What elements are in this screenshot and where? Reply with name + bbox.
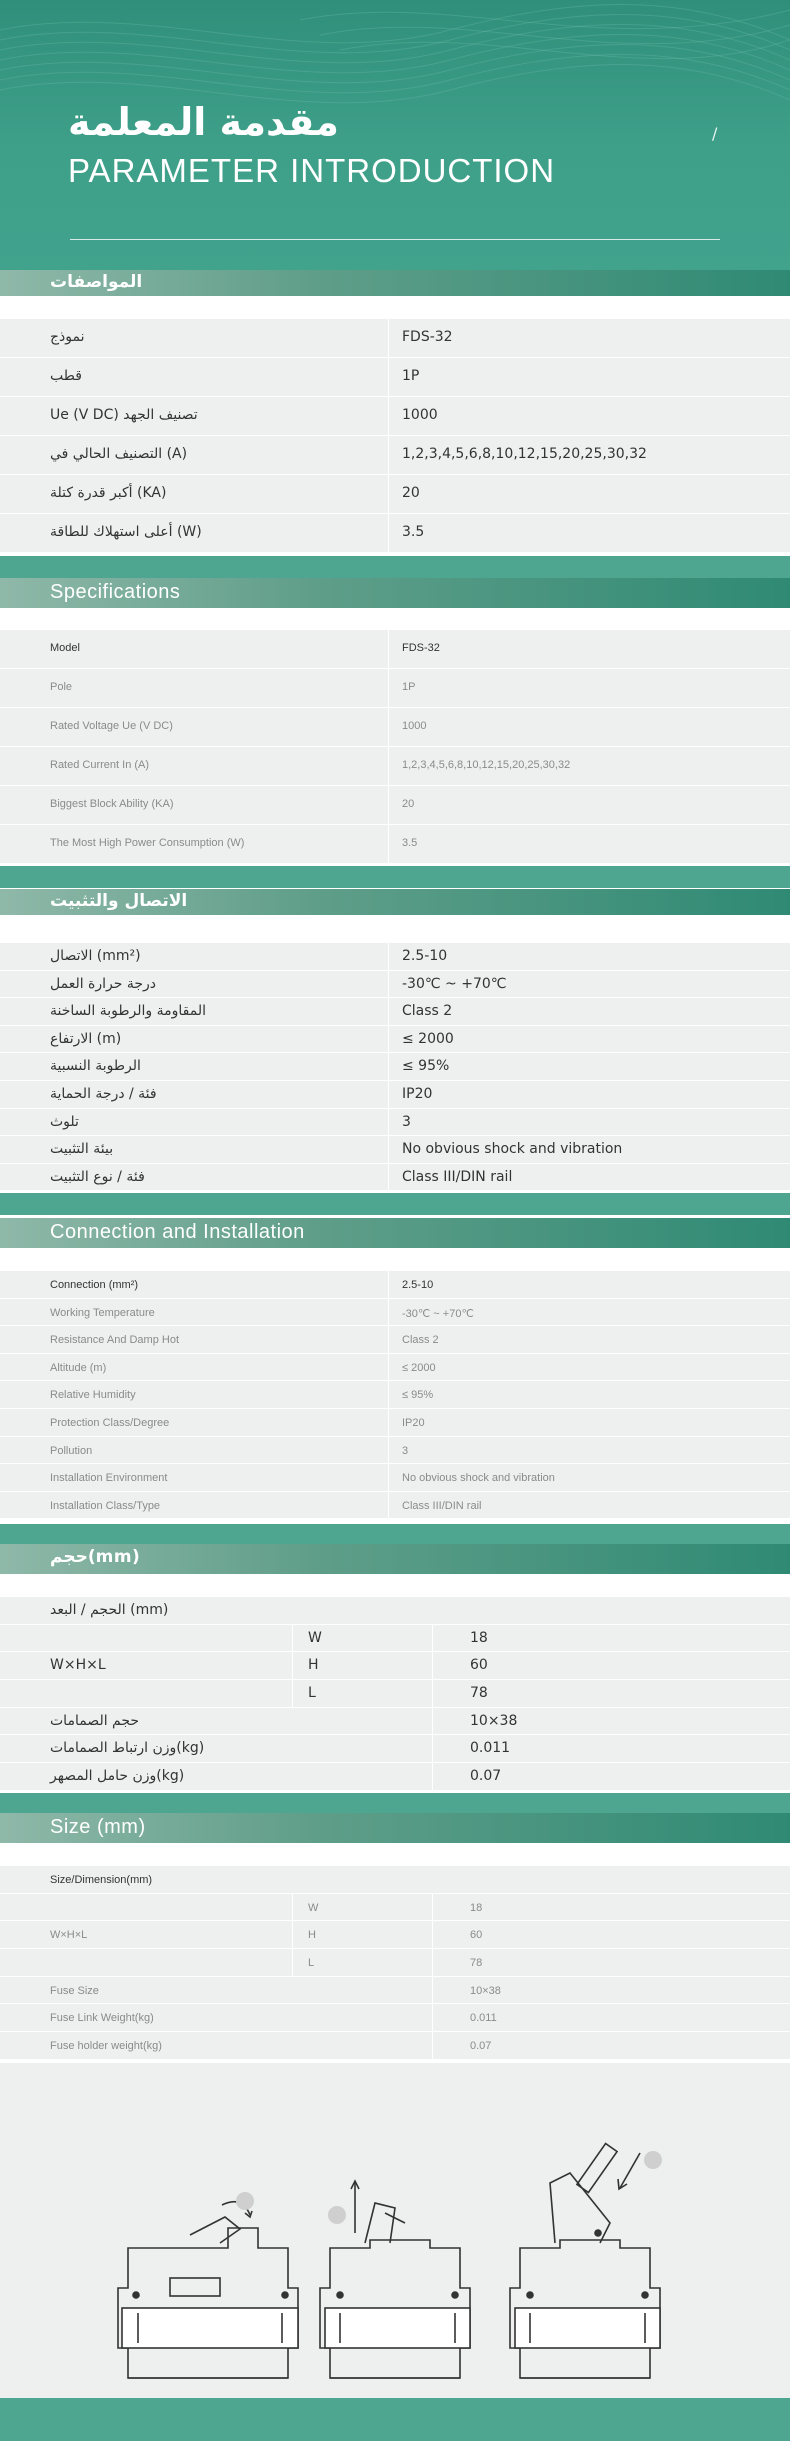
row-label: Connection (mm²) <box>50 1279 139 1291</box>
row-value: 2.5-10 <box>402 948 448 964</box>
table-row <box>0 971 790 999</box>
table-row <box>0 1437 790 1465</box>
row-label: Fuse holder weight(kg) <box>50 2040 162 2053</box>
row-value: 0.07 <box>470 1768 502 1785</box>
table-row <box>0 825 790 864</box>
section-title: الاتصال والتثبيت <box>50 891 188 911</box>
row-label: تلوث <box>50 1113 79 1130</box>
table-row <box>0 436 790 475</box>
row-label: Resistance And Damp Hot <box>50 1334 180 1347</box>
installation-diagram-panel <box>0 2063 790 2398</box>
dim-axis: L <box>308 1957 315 1970</box>
table-row <box>0 1299 790 1327</box>
row-label: Protection Class/Degree <box>50 1416 170 1429</box>
row-label: الارتفاع (m) <box>50 1030 122 1047</box>
size-header: Size/Dimension(mm) <box>50 1874 153 1886</box>
size-en-table <box>0 1866 790 2060</box>
row-value: 0.011 <box>470 2012 497 2025</box>
table-row <box>0 669 790 708</box>
size-header: الحجم / البعد (mm) <box>50 1602 169 1618</box>
table-row <box>0 1381 790 1409</box>
dim-value: 60 <box>470 1657 488 1674</box>
section-header-spec-ar <box>0 270 790 296</box>
row-value: FDS-32 <box>402 642 440 654</box>
row-value: 1,2,3,4,5,6,8,10,12,15,20,25,30,32 <box>402 759 571 771</box>
dim-value: 18 <box>470 1629 488 1646</box>
row-label: الاتصال (mm²) <box>50 948 141 964</box>
row-value: 10×38 <box>470 1984 501 1997</box>
row-value: 1000 <box>402 720 427 732</box>
fuse-holder-closed-illustration <box>118 2217 298 2378</box>
hero-banner <box>0 0 790 272</box>
table-row <box>0 1921 790 1949</box>
table-row <box>0 397 790 436</box>
row-label: Rated Voltage Ue (V DC) <box>50 720 173 732</box>
row-value: 3.5 <box>402 837 418 849</box>
row-value: 20 <box>402 798 415 810</box>
row-label: Fuse Link Weight(kg) <box>50 2012 154 2025</box>
table-row <box>0 1409 790 1437</box>
row-label: Model <box>50 642 80 654</box>
divider-band <box>0 866 790 888</box>
dim-value: 18 <box>470 1901 483 1914</box>
table-row <box>0 1026 790 1054</box>
table-row <box>0 998 790 1026</box>
row-value: Class 2 <box>402 1334 439 1347</box>
table-row <box>0 475 790 514</box>
section-header-conn-en <box>0 1218 790 1248</box>
table-row <box>0 1492 790 1520</box>
table-row <box>0 1109 790 1137</box>
row-label: درجة حرارة العمل <box>50 975 157 992</box>
row-label: نموذج <box>50 329 85 345</box>
row-label: المقاومة والرطوبة الساخنة <box>50 1003 206 1020</box>
row-value: 1P <box>402 368 420 384</box>
row-value: IP20 <box>402 1416 425 1429</box>
row-label: Working Temperature <box>50 1306 155 1319</box>
row-value: 0.07 <box>470 2040 492 2053</box>
row-value: IP20 <box>402 1085 433 1102</box>
divider-band <box>0 1193 790 1215</box>
table-row <box>0 1354 790 1382</box>
table-row <box>0 358 790 397</box>
row-label: قطب <box>50 368 82 384</box>
hero-divider <box>70 239 720 240</box>
spec-en-table <box>0 630 790 864</box>
section-title: حجم(mm) <box>50 1547 140 1567</box>
row-label: Relative Humidity <box>50 1389 136 1402</box>
row-value: 1000 <box>402 407 438 423</box>
table-row <box>0 943 790 971</box>
table-row <box>0 1949 790 1977</box>
dim-axis: W <box>308 1901 319 1914</box>
row-value: No obvious shock and vibration <box>402 1472 555 1485</box>
table-row <box>0 1735 790 1763</box>
conn-en-table <box>0 1271 790 1519</box>
table-row <box>0 1866 790 1894</box>
row-label: Pollution <box>50 1444 93 1457</box>
table-row <box>0 1464 790 1492</box>
section-header-spec-en <box>0 578 790 608</box>
section-header-size-ar <box>0 1544 790 1574</box>
divider-band <box>0 1793 790 1815</box>
row-value: Class 2 <box>402 1003 453 1020</box>
table-row <box>0 786 790 825</box>
table-row <box>0 1053 790 1081</box>
size-ar-table <box>0 1597 790 1791</box>
row-value: ≤ 2000 <box>402 1361 436 1374</box>
row-value: FDS-32 <box>402 329 453 345</box>
row-label: Pole <box>50 681 73 693</box>
hero-title-english: PARAMETER INTRODUCTION <box>68 152 556 189</box>
table-row <box>0 630 790 669</box>
table-row <box>0 708 790 747</box>
row-label: The Most High Power Consumption (W) <box>50 837 245 849</box>
table-row <box>0 1271 790 1299</box>
section-title: Specifications <box>50 581 181 603</box>
table-row <box>0 1977 790 2005</box>
hero-slash: / <box>712 124 718 143</box>
row-label: Ue (V DC) تصنيف الجهد <box>50 407 198 423</box>
section-title: المواصفات <box>50 272 143 292</box>
table-row <box>0 1326 790 1354</box>
table-row <box>0 1894 790 1922</box>
row-value: -30℃ ~ +70℃ <box>402 975 507 992</box>
hero-title-arabic: مقدمة المعلمة <box>68 100 339 144</box>
table-row <box>0 1136 790 1164</box>
row-value: ≤ 95% <box>402 1389 434 1402</box>
row-value: 3 <box>402 1113 411 1130</box>
row-label: Fuse Size <box>50 1984 99 1997</box>
row-label: التصنيف الحالي في (A) <box>50 446 188 462</box>
table-row <box>0 2004 790 2032</box>
dim-value: 78 <box>470 1957 483 1970</box>
fuse-holder-operation-diagram <box>0 2063 790 2398</box>
row-value: -30℃ ~ +70℃ <box>402 1307 474 1320</box>
row-value: Class III/DIN rail <box>402 1168 513 1185</box>
dim-axis: W <box>308 1629 322 1646</box>
row-label: فئة / درجة الحماية <box>50 1085 157 1102</box>
row-value: 2.5-10 <box>402 1279 434 1291</box>
table-row <box>0 1081 790 1109</box>
divider-band <box>0 556 790 578</box>
footer-band <box>0 2398 790 2441</box>
spec-ar-table <box>0 319 790 553</box>
conn-ar-table <box>0 943 790 1191</box>
table-row <box>0 1625 790 1653</box>
table-row <box>0 1597 790 1625</box>
dim-axis: L <box>308 1685 316 1702</box>
row-label: Altitude (m) <box>50 1361 107 1374</box>
table-row <box>0 1763 790 1791</box>
table-row <box>0 319 790 358</box>
row-label: وزن حامل المصهر(kg) <box>50 1768 185 1785</box>
row-value: 10×38 <box>470 1712 518 1729</box>
table-row <box>0 1652 790 1680</box>
row-label: أعلى استهلاك للطاقة (W) <box>50 524 202 540</box>
row-value: 3.5 <box>402 524 425 540</box>
dim-label: W×H×L <box>50 1657 106 1674</box>
row-label: Installation Class/Type <box>50 1499 161 1512</box>
row-value: Class III/DIN rail <box>402 1499 482 1512</box>
dim-axis: H <box>308 1657 319 1674</box>
row-label: أكبر قدرة كتلة (KA) <box>50 485 167 501</box>
row-label: حجم الصمامات <box>50 1712 140 1729</box>
fuse-holder-open-with-fuse-illustration <box>510 2144 660 2378</box>
section-title: Size (mm) <box>50 1816 146 1838</box>
row-label: الرطوبة النسبية <box>50 1058 141 1075</box>
dim-label: W×H×L <box>50 1929 88 1942</box>
row-label: Installation Environment <box>50 1472 168 1485</box>
row-value: 3 <box>402 1444 409 1457</box>
fuse-holder-opening-illustration <box>320 2203 470 2378</box>
row-label: Biggest Block Ability (KA) <box>50 798 174 810</box>
section-header-conn-ar <box>0 889 790 915</box>
row-label: فئة / نوع التثبيت <box>50 1168 145 1185</box>
row-value: ≤ 95% <box>402 1058 450 1075</box>
row-label: بيئة التثبيت <box>50 1141 114 1158</box>
table-row <box>0 2032 790 2060</box>
row-value: 0.011 <box>470 1740 511 1757</box>
table-row <box>0 1708 790 1736</box>
table-row <box>0 1680 790 1708</box>
table-row <box>0 514 790 553</box>
section-title: Connection and Installation <box>50 1221 305 1243</box>
row-label: وزن ارتباط الصمامات(kg) <box>50 1740 205 1757</box>
row-value: ≤ 2000 <box>402 1030 454 1047</box>
dim-value: 78 <box>470 1685 488 1702</box>
table-row <box>0 747 790 786</box>
table-row <box>0 1164 790 1192</box>
section-header-size-en <box>0 1813 790 1843</box>
row-value: 1P <box>402 681 416 693</box>
divider-band <box>0 1524 790 1546</box>
dim-axis: H <box>308 1929 316 1942</box>
dim-value: 60 <box>470 1929 483 1942</box>
row-label: Rated Current In (A) <box>50 759 150 771</box>
row-value: 1,2,3,4,5,6,8,10,12,15,20,25,30,32 <box>402 446 647 462</box>
row-value: 20 <box>402 485 420 501</box>
row-value: No obvious shock and vibration <box>402 1141 623 1158</box>
